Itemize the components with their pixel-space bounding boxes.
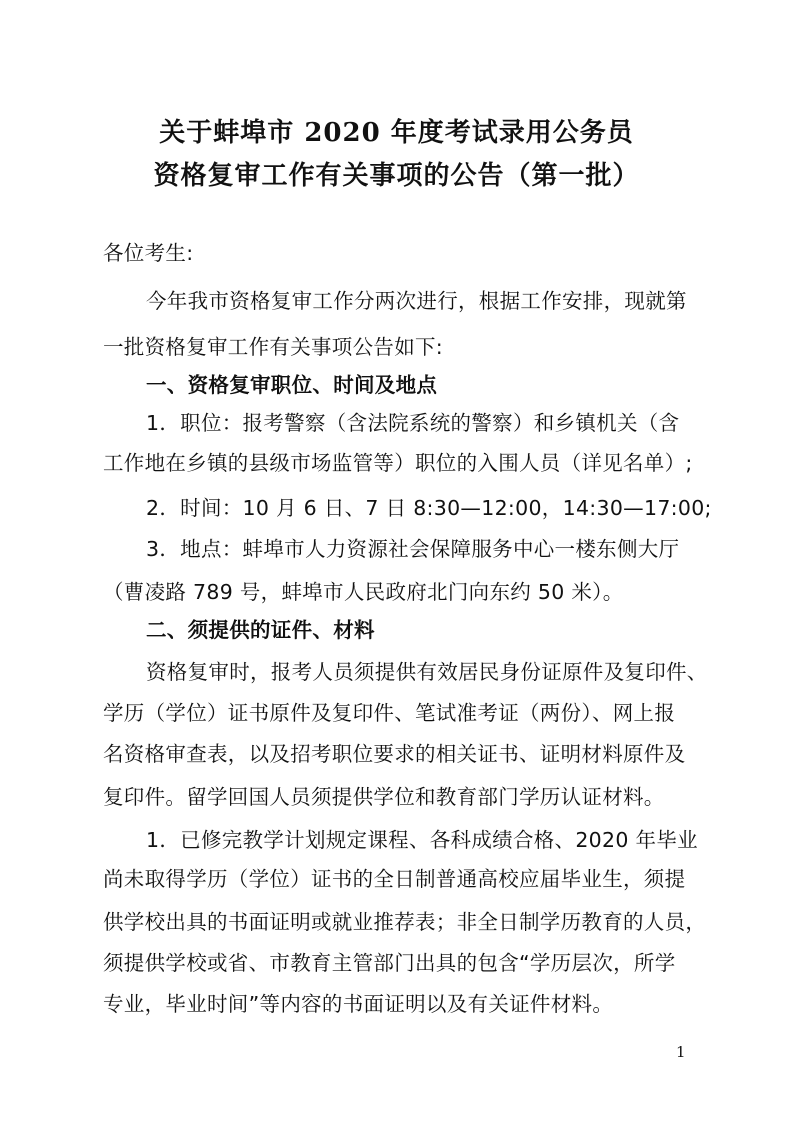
body-line: 2．时间：10 月 6 日、7 日 8:30—12:00，14:30—17:00; <box>146 496 712 520</box>
document-title-line-2: 资格复审工作有关事项的公告（第一批） <box>153 161 640 191</box>
body-line: 名资格审查表，以及招考职位要求的相关证书、证明材料原件及 <box>103 742 686 766</box>
body-line: 学历（学位）证书原件及复印件、笔试准考证（两份）、网上报 <box>103 701 676 725</box>
body-line: 供学校出具的书面证明或就业推荐表；非全日制学历教育的人员， <box>103 910 707 934</box>
body-line: 1．职位：报考警察（含法院系统的警察）和乡镇机关（含 <box>146 411 680 435</box>
page-number: 1 <box>676 1043 686 1061</box>
greeting: 各位考生: <box>103 241 194 265</box>
body-line: 工作地在乡镇的县级市场监管等）职位的入围人员（详见名单）; <box>103 451 693 475</box>
document-title-line-1: 关于蚌埠市 2020 年度考试录用公务员 <box>159 118 634 148</box>
body-line: 专业，毕业时间”等内容的书面证明以及有关证件材料。 <box>103 992 614 1016</box>
body-line: 今年我市资格复审工作分两次进行，根据工作安排，现就第 <box>146 289 687 313</box>
body-line: 3．地点：蚌埠市人力资源社会保障服务中心一楼东侧大厅 <box>146 537 680 561</box>
body-line: 一批资格复审工作有关事项公告如下: <box>103 335 444 359</box>
section-heading-2: 二、须提供的证件、材料 <box>146 618 375 642</box>
body-line: 复印件。留学回国人员须提供学位和教育部门学历认证材料。 <box>103 785 665 809</box>
body-line: 尚未取得学历（学位）证书的全日制普通高校应届毕业生，须提 <box>103 867 686 891</box>
body-line: 须提供学校或省、市教育主管部门出具的包含“学历层次，所学 <box>103 951 676 975</box>
section-heading-1: 一、资格复审职位、时间及地点 <box>146 373 438 397</box>
body-line: 1．已修完教学计划规定课程、各科成绩合格、2020 年毕业 <box>146 828 698 852</box>
body-line: 资格复审时，报考人员须提供有效居民身份证原件及复印件、 <box>146 660 708 684</box>
body-line: （曹凌路 789 号，蚌埠市人民政府北门向东约 50 米）。 <box>103 580 624 604</box>
